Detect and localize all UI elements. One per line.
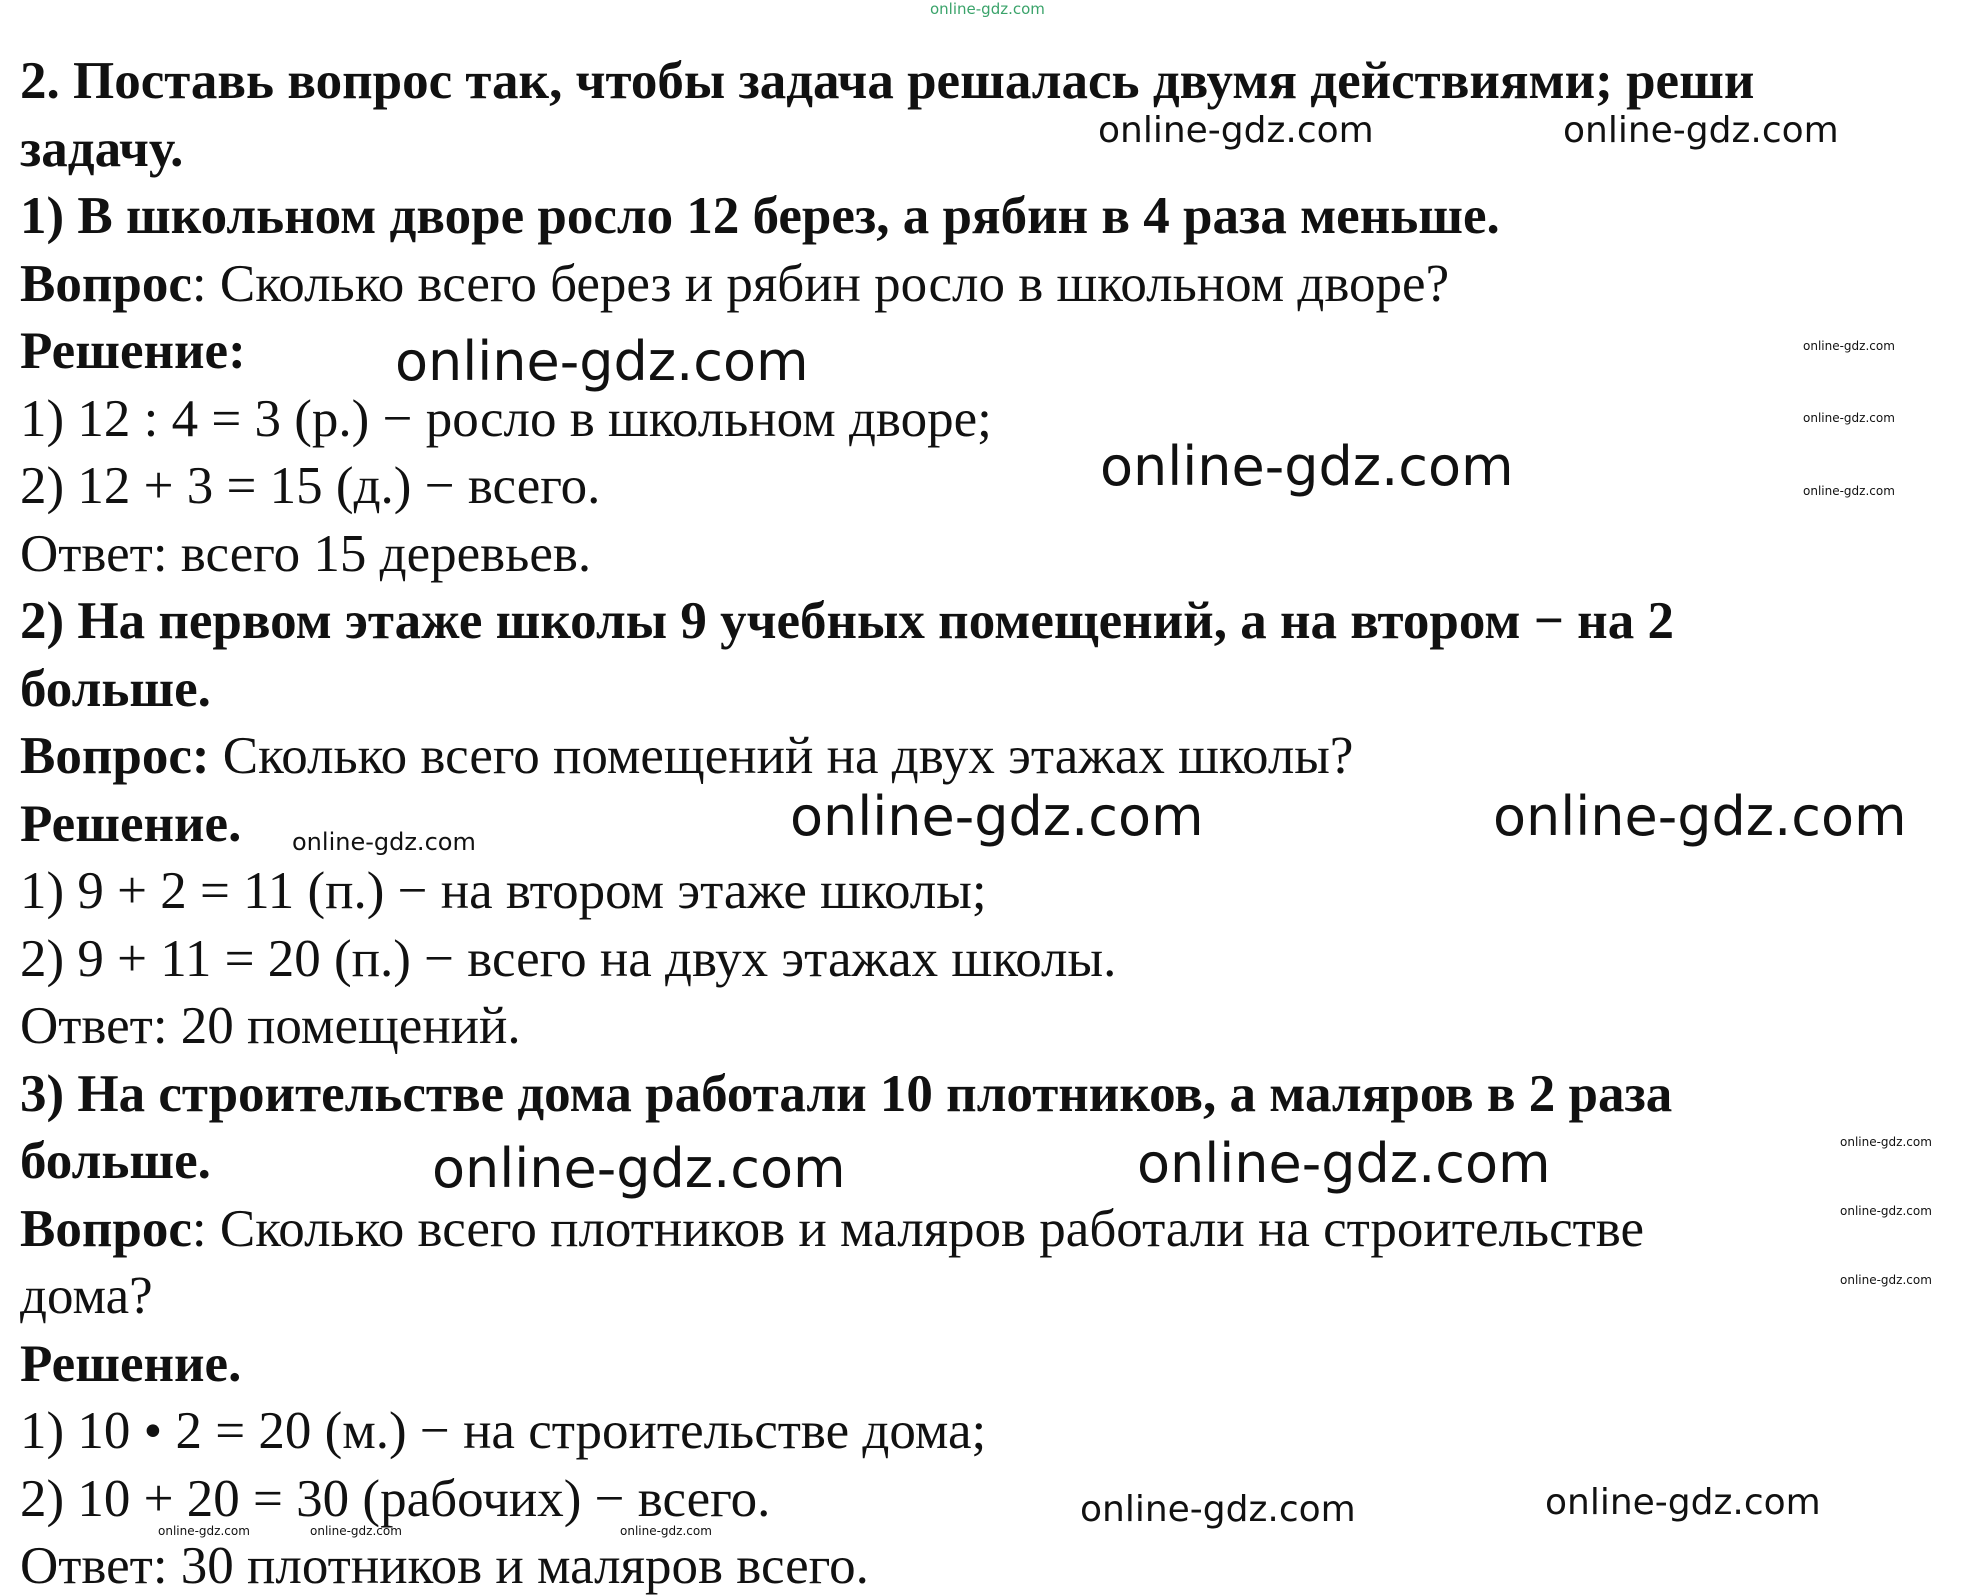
problem3-condition-line2: больше. (20, 1132, 211, 1190)
problem1-solution-label: Решение: (20, 322, 246, 380)
problem3-condition-line1: 3) На строительстве дома работали 10 плотников, а маляров в 2 раза (20, 1065, 1673, 1123)
watermark: online-gdz.com (1545, 1482, 1821, 1523)
watermark: online-gdz.com (1098, 110, 1374, 151)
problem1-step2: 2) 12 + 3 = 15 (д.) − всего. (20, 457, 601, 515)
watermark: online-gdz.com (158, 1524, 250, 1538)
problem1-answer: Ответ: всего 15 деревьев. (20, 525, 592, 583)
question-label: Вопрос (20, 1200, 192, 1258)
problem1-step1: 1) 12 : 4 = 3 (р.) − росло в школьном дворе; (20, 390, 992, 448)
problem2-question (20, 727, 1354, 785)
watermark: online-gdz.com (1840, 1273, 1932, 1287)
problem1-question (20, 255, 1450, 313)
problem3-solution-label: Решение. (20, 1335, 242, 1393)
question-separator: : (191, 1200, 207, 1258)
question-text: Сколько всего плотников и маляров работали на строительстве (206, 1200, 1645, 1258)
problem1-condition: 1) В школьном дворе росло 12 берез, а рябин в 4 раза меньше. (20, 187, 1500, 245)
problem2-condition-line1: 2) На первом этаже школы 9 учебных помещений, а на втором − на 2 (20, 592, 1674, 650)
problem3-answer: Ответ: 30 плотников и маляров всего. (20, 1537, 869, 1595)
problem3-question-continued: дома? (20, 1267, 153, 1325)
task-heading-line2: задачу. (20, 120, 184, 178)
problem2-answer: Ответ: 20 помещений. (20, 997, 521, 1055)
question-text: Сколько всего помещений на двух этажах школы? (209, 727, 1354, 785)
watermark: online-gdz.com (292, 828, 476, 856)
task-heading-line1: 2. Поставь вопрос так, чтобы задача решалась двумя действиями; реши (20, 52, 1755, 110)
watermark: online-gdz.com (1563, 110, 1839, 151)
problem2-solution-label: Решение. (20, 795, 242, 853)
watermark: online-gdz.com (620, 1524, 712, 1538)
question-text: Сколько всего берез и рябин росло в школьном дворе? (206, 255, 1450, 313)
watermark: online-gdz.com (1493, 785, 1907, 848)
watermark: online-gdz.com (1840, 1135, 1932, 1149)
watermark: online-gdz.com (432, 1137, 846, 1200)
problem2-step2: 2) 9 + 11 = 20 (п.) − всего на двух этажах школы. (20, 930, 1117, 988)
problem2-condition-line2: больше. (20, 660, 211, 718)
watermark: online-gdz.com (310, 1524, 402, 1538)
watermark: online-gdz.com (1100, 435, 1514, 498)
question-separator: : (191, 255, 207, 313)
watermark: online-gdz.com (1137, 1132, 1551, 1195)
watermark: online-gdz.com (1803, 484, 1895, 498)
question-label: Вопрос (20, 255, 192, 313)
watermark: online-gdz.com (1840, 1204, 1932, 1218)
problem3-step1: 1) 10 • 2 = 20 (м.) − на строительстве дома; (20, 1402, 987, 1460)
watermark: online-gdz.com (1080, 1489, 1356, 1530)
problem3-step2: 2) 10 + 20 = 30 (рабочих) − всего. (20, 1470, 771, 1528)
watermark: online-gdz.com (930, 0, 1045, 18)
watermark: online-gdz.com (1803, 339, 1895, 353)
watermark: online-gdz.com (395, 330, 809, 393)
watermark: online-gdz.com (790, 785, 1204, 848)
watermark: online-gdz.com (1803, 411, 1895, 425)
problem3-question (20, 1200, 1645, 1258)
question-label: Вопрос: (20, 727, 210, 785)
problem2-step1: 1) 9 + 2 = 11 (п.) − на втором этаже школы; (20, 862, 987, 920)
